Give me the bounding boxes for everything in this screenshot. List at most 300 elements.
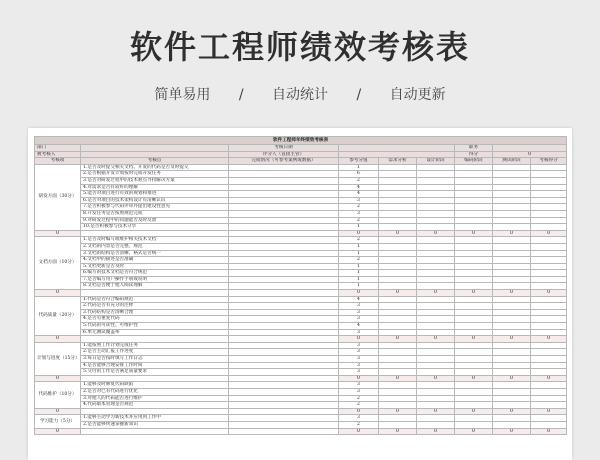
subtotal-cell: 0 bbox=[493, 428, 531, 435]
completion-cell[interactable] bbox=[229, 243, 339, 250]
score-input-cell[interactable] bbox=[455, 243, 493, 250]
score-input-cell[interactable] bbox=[455, 224, 493, 231]
completion-cell[interactable] bbox=[229, 164, 339, 171]
score-input-cell[interactable] bbox=[493, 296, 531, 303]
score-input-cell[interactable] bbox=[493, 197, 531, 204]
reference-score-cell: 3 bbox=[339, 415, 379, 422]
meta-value[interactable] bbox=[493, 145, 567, 152]
score-input-cell[interactable] bbox=[417, 362, 455, 369]
reference-score-cell: 6 bbox=[339, 171, 379, 178]
reference-score-cell: 3 bbox=[339, 362, 379, 369]
evaluation-table bbox=[34, 136, 567, 435]
score-input-cell[interactable] bbox=[531, 395, 567, 402]
criterion-cell: 6.编写的技术文档是否符合规范 bbox=[81, 270, 229, 277]
score-input-cell[interactable] bbox=[493, 177, 531, 184]
score-input-cell[interactable] bbox=[379, 421, 417, 428]
score-input-cell[interactable] bbox=[379, 257, 417, 264]
score-input-cell[interactable] bbox=[379, 388, 417, 395]
subtotal-cell: 0 bbox=[455, 408, 493, 415]
score-input-cell[interactable] bbox=[531, 171, 567, 178]
criterion-cell: 7.是否积极参与代码评审并提出建设性意见 bbox=[81, 204, 229, 211]
reference-score-cell: 3 bbox=[339, 309, 379, 316]
score-input-cell[interactable] bbox=[531, 191, 567, 198]
subtotal-cell bbox=[81, 290, 229, 297]
table-row bbox=[35, 388, 567, 395]
score-input-cell[interactable] bbox=[417, 184, 455, 191]
score-input-cell[interactable] bbox=[455, 164, 493, 171]
table-row bbox=[35, 204, 567, 211]
score-input-cell[interactable] bbox=[417, 197, 455, 204]
score-input-cell[interactable] bbox=[417, 342, 455, 349]
score-input-cell[interactable] bbox=[493, 171, 531, 178]
completion-cell[interactable] bbox=[229, 415, 339, 422]
score-input-cell[interactable] bbox=[455, 184, 493, 191]
score-input-cell[interactable] bbox=[531, 421, 567, 428]
score-input-cell[interactable] bbox=[493, 191, 531, 198]
table-row bbox=[35, 402, 567, 409]
score-input-cell[interactable] bbox=[455, 237, 493, 244]
score-input-cell[interactable] bbox=[417, 237, 455, 244]
table-row bbox=[35, 369, 567, 376]
score-input-cell[interactable] bbox=[531, 388, 567, 395]
score-input-cell[interactable] bbox=[417, 415, 455, 422]
reference-score-cell: 2 bbox=[339, 217, 379, 224]
score-input-cell[interactable] bbox=[417, 356, 455, 363]
score-input-cell[interactable] bbox=[417, 250, 455, 257]
score-input-cell[interactable] bbox=[379, 204, 417, 211]
table-row bbox=[35, 316, 567, 323]
meta-value[interactable] bbox=[339, 151, 455, 158]
score-input-cell[interactable] bbox=[417, 164, 455, 171]
score-input-cell[interactable] bbox=[493, 395, 531, 402]
score-input-cell[interactable] bbox=[531, 164, 567, 171]
score-input-cell[interactable] bbox=[531, 257, 567, 264]
completion-cell[interactable] bbox=[229, 402, 339, 409]
reference-score-cell: 4 bbox=[339, 323, 379, 330]
score-input-cell[interactable] bbox=[417, 283, 455, 290]
completion-cell[interactable] bbox=[229, 197, 339, 204]
score-input-cell[interactable] bbox=[379, 237, 417, 244]
subtotal-cell: 0 bbox=[531, 336, 567, 343]
completion-cell[interactable] bbox=[229, 362, 339, 369]
score-input-cell[interactable] bbox=[455, 329, 493, 336]
score-input-cell[interactable] bbox=[417, 243, 455, 250]
score-input-cell[interactable] bbox=[493, 388, 531, 395]
score-input-cell[interactable] bbox=[455, 197, 493, 204]
subtotal-cell: 0 bbox=[493, 375, 531, 382]
reference-score-cell: 1 bbox=[339, 224, 379, 231]
score-input-cell[interactable] bbox=[531, 402, 567, 409]
score-input-cell[interactable] bbox=[493, 415, 531, 422]
completion-cell[interactable] bbox=[229, 270, 339, 277]
score-input-cell[interactable] bbox=[493, 217, 531, 224]
section-label: 代码维护（10分） bbox=[35, 382, 81, 408]
score-input-cell[interactable] bbox=[379, 342, 417, 349]
total-score: 0 bbox=[493, 151, 567, 158]
score-input-cell[interactable] bbox=[493, 369, 531, 376]
reference-score-cell: 2 bbox=[339, 402, 379, 409]
completion-cell[interactable] bbox=[229, 342, 339, 349]
score-input-cell[interactable] bbox=[455, 191, 493, 198]
criterion-cell: 10.是否积极参与技术分享 bbox=[81, 224, 229, 231]
score-input-cell[interactable] bbox=[493, 210, 531, 217]
completion-cell[interactable] bbox=[229, 309, 339, 316]
score-input-cell[interactable] bbox=[531, 342, 567, 349]
score-input-cell[interactable] bbox=[531, 177, 567, 184]
score-input-cell[interactable] bbox=[531, 323, 567, 330]
completion-cell[interactable] bbox=[229, 296, 339, 303]
score-input-cell[interactable] bbox=[379, 316, 417, 323]
completion-cell[interactable] bbox=[229, 323, 339, 330]
meta-value[interactable] bbox=[81, 145, 229, 152]
subtotal-cell: 0 bbox=[417, 336, 455, 343]
score-input-cell[interactable] bbox=[493, 382, 531, 389]
score-input-cell[interactable] bbox=[531, 296, 567, 303]
score-input-cell[interactable] bbox=[417, 276, 455, 283]
score-input-cell[interactable] bbox=[379, 224, 417, 231]
score-input-cell[interactable] bbox=[493, 250, 531, 257]
score-input-cell[interactable] bbox=[379, 309, 417, 316]
score-input-cell[interactable] bbox=[455, 217, 493, 224]
subtotal-cell: 0 bbox=[455, 230, 493, 237]
score-input-cell[interactable] bbox=[531, 210, 567, 217]
reference-score-cell: 3 bbox=[339, 388, 379, 395]
score-input-cell[interactable] bbox=[531, 204, 567, 211]
score-input-cell[interactable] bbox=[379, 349, 417, 356]
score-input-cell[interactable] bbox=[493, 243, 531, 250]
table-row bbox=[35, 177, 567, 184]
score-input-cell[interactable] bbox=[379, 283, 417, 290]
completion-cell[interactable] bbox=[229, 349, 339, 356]
section-label: 学习能力（5分） bbox=[35, 415, 81, 428]
reference-score-cell: 2 bbox=[339, 177, 379, 184]
score-input-cell[interactable] bbox=[379, 171, 417, 178]
score-input-cell[interactable] bbox=[379, 356, 417, 363]
score-input-cell[interactable] bbox=[455, 257, 493, 264]
score-input-cell[interactable] bbox=[455, 323, 493, 330]
table-row bbox=[35, 362, 567, 369]
score-input-cell[interactable] bbox=[531, 316, 567, 323]
subtotal-cell: 0 bbox=[379, 375, 417, 382]
score-input-cell[interactable] bbox=[493, 276, 531, 283]
score-input-cell[interactable] bbox=[531, 217, 567, 224]
subtotal-cell: 0 bbox=[35, 336, 81, 343]
score-input-cell[interactable] bbox=[493, 270, 531, 277]
score-input-cell[interactable] bbox=[493, 342, 531, 349]
score-input-cell[interactable] bbox=[531, 362, 567, 369]
reference-score-cell: 4 bbox=[339, 184, 379, 191]
score-input-cell[interactable] bbox=[455, 263, 493, 270]
score-input-cell[interactable] bbox=[455, 283, 493, 290]
score-input-cell[interactable] bbox=[379, 250, 417, 257]
reference-score-cell: 4 bbox=[339, 296, 379, 303]
score-input-cell[interactable] bbox=[417, 329, 455, 336]
score-input-cell[interactable] bbox=[417, 303, 455, 310]
score-input-cell[interactable] bbox=[417, 388, 455, 395]
criterion-cell: 6.单元测试覆盖率 bbox=[81, 329, 229, 336]
score-input-cell[interactable] bbox=[493, 421, 531, 428]
score-input-cell[interactable] bbox=[531, 382, 567, 389]
score-input-cell[interactable] bbox=[417, 263, 455, 270]
section-label: 文档方面（10分） bbox=[35, 237, 81, 290]
completion-cell[interactable] bbox=[229, 224, 339, 231]
score-input-cell[interactable] bbox=[531, 250, 567, 257]
subtotal-cell bbox=[81, 375, 229, 382]
score-input-cell[interactable] bbox=[531, 224, 567, 231]
score-input-cell[interactable] bbox=[493, 224, 531, 231]
subtotal-cell: 0 bbox=[417, 408, 455, 415]
subtotal-cell: 0 bbox=[455, 428, 493, 435]
score-input-cell[interactable] bbox=[379, 184, 417, 191]
table-row bbox=[35, 263, 567, 270]
criterion-cell: 1.代码是否符合编码规范 bbox=[81, 296, 229, 303]
score-input-cell[interactable] bbox=[417, 224, 455, 231]
score-input-cell[interactable] bbox=[379, 191, 417, 198]
score-input-cell[interactable] bbox=[531, 263, 567, 270]
meta-value[interactable] bbox=[339, 145, 455, 152]
criterion-cell: 8.开发任务是否按照规范完成 bbox=[81, 210, 229, 217]
score-input-cell[interactable] bbox=[417, 402, 455, 409]
score-input-cell[interactable] bbox=[417, 349, 455, 356]
reference-score-cell: 1 bbox=[339, 276, 379, 283]
score-input-cell[interactable] bbox=[455, 296, 493, 303]
table-row bbox=[35, 395, 567, 402]
score-input-cell[interactable] bbox=[379, 243, 417, 250]
criterion-cell: 9.对研发过程中的问题能否及时反馈 bbox=[81, 217, 229, 224]
score-input-cell[interactable] bbox=[531, 303, 567, 310]
score-input-cell[interactable] bbox=[417, 204, 455, 211]
score-input-cell[interactable] bbox=[379, 197, 417, 204]
score-input-cell[interactable] bbox=[379, 177, 417, 184]
score-input-cell[interactable] bbox=[417, 210, 455, 217]
col-header: 考核得分 bbox=[531, 158, 567, 165]
table-row bbox=[35, 217, 567, 224]
score-input-cell[interactable] bbox=[531, 243, 567, 250]
score-input-cell[interactable] bbox=[493, 356, 531, 363]
subtotal-cell bbox=[229, 230, 339, 237]
completion-cell[interactable] bbox=[229, 421, 339, 428]
completion-cell[interactable] bbox=[229, 303, 339, 310]
completion-cell[interactable] bbox=[229, 382, 339, 389]
score-input-cell[interactable] bbox=[455, 204, 493, 211]
subtotal-cell: 0 bbox=[493, 336, 531, 343]
score-input-cell[interactable] bbox=[379, 303, 417, 310]
completion-cell[interactable] bbox=[229, 395, 339, 402]
score-input-cell[interactable] bbox=[417, 395, 455, 402]
score-input-cell[interactable] bbox=[379, 217, 417, 224]
tag-2: 自动统计 bbox=[272, 87, 328, 103]
score-input-cell[interactable] bbox=[379, 329, 417, 336]
reference-score-cell: 1 bbox=[339, 164, 379, 171]
score-input-cell[interactable] bbox=[493, 402, 531, 409]
completion-cell[interactable] bbox=[229, 316, 339, 323]
spreadsheet-preview bbox=[28, 128, 572, 460]
score-input-cell[interactable] bbox=[455, 171, 493, 178]
score-input-cell[interactable] bbox=[531, 184, 567, 191]
score-input-cell[interactable] bbox=[455, 270, 493, 277]
completion-cell[interactable] bbox=[229, 204, 339, 211]
subtotal-cell: 0 bbox=[379, 290, 417, 297]
score-input-cell[interactable] bbox=[379, 362, 417, 369]
score-input-cell[interactable] bbox=[379, 369, 417, 376]
table-title-row bbox=[35, 137, 567, 145]
subtotal-row bbox=[35, 428, 567, 435]
section-label: 计划与进度（15分） bbox=[35, 342, 81, 375]
reference-score-cell: 3 bbox=[339, 356, 379, 363]
score-input-cell[interactable] bbox=[531, 329, 567, 336]
col-header: 测试阶段 bbox=[493, 158, 531, 165]
table-row bbox=[35, 276, 567, 283]
table-row bbox=[35, 356, 567, 363]
reference-score-cell: 3 bbox=[339, 316, 379, 323]
criterion-cell: 3.代码结构是否清晰合理 bbox=[81, 309, 229, 316]
score-input-cell[interactable] bbox=[493, 303, 531, 310]
score-input-cell[interactable] bbox=[531, 309, 567, 316]
score-input-cell[interactable] bbox=[455, 388, 493, 395]
score-input-cell[interactable] bbox=[455, 342, 493, 349]
tag-separator: / bbox=[356, 87, 362, 103]
score-input-cell[interactable] bbox=[379, 296, 417, 303]
score-input-cell[interactable] bbox=[417, 369, 455, 376]
section-label: 研发方面（30分） bbox=[35, 164, 81, 230]
score-input-cell[interactable] bbox=[417, 323, 455, 330]
completion-cell[interactable] bbox=[229, 388, 339, 395]
score-input-cell[interactable] bbox=[493, 257, 531, 264]
completion-cell[interactable] bbox=[229, 329, 339, 336]
score-input-cell[interactable] bbox=[455, 402, 493, 409]
section-label: 代码质量（20分） bbox=[35, 296, 81, 336]
score-input-cell[interactable] bbox=[379, 415, 417, 422]
banner-title: 软件工程师绩效考核表 bbox=[129, 28, 470, 66]
subtotal-row bbox=[35, 375, 567, 382]
score-input-cell[interactable] bbox=[417, 309, 455, 316]
score-input-cell[interactable] bbox=[493, 204, 531, 211]
completion-cell[interactable] bbox=[229, 356, 339, 363]
score-input-cell[interactable] bbox=[531, 356, 567, 363]
score-input-cell[interactable] bbox=[379, 402, 417, 409]
table-title: 软件工程师年终绩效考核表 bbox=[35, 137, 567, 145]
table-row bbox=[35, 349, 567, 356]
score-input-cell[interactable] bbox=[493, 184, 531, 191]
score-input-cell[interactable] bbox=[417, 257, 455, 264]
score-input-cell[interactable] bbox=[493, 316, 531, 323]
score-input-cell[interactable] bbox=[455, 210, 493, 217]
completion-cell[interactable] bbox=[229, 263, 339, 270]
score-input-cell[interactable] bbox=[531, 369, 567, 376]
score-input-cell[interactable] bbox=[455, 309, 493, 316]
score-input-cell[interactable] bbox=[531, 270, 567, 277]
score-input-cell[interactable] bbox=[379, 276, 417, 283]
score-input-cell[interactable] bbox=[417, 421, 455, 428]
score-input-cell[interactable] bbox=[379, 395, 417, 402]
score-input-cell[interactable] bbox=[417, 177, 455, 184]
score-input-cell[interactable] bbox=[455, 369, 493, 376]
completion-cell[interactable] bbox=[229, 250, 339, 257]
score-input-cell[interactable] bbox=[417, 270, 455, 277]
score-input-cell[interactable] bbox=[379, 164, 417, 171]
completion-cell[interactable] bbox=[229, 237, 339, 244]
table-row bbox=[35, 270, 567, 277]
score-input-cell[interactable] bbox=[493, 349, 531, 356]
completion-cell[interactable] bbox=[229, 276, 339, 283]
score-input-cell[interactable] bbox=[455, 382, 493, 389]
col-header: 考核项 bbox=[35, 158, 81, 165]
completion-cell[interactable] bbox=[229, 184, 339, 191]
score-input-cell[interactable] bbox=[417, 316, 455, 323]
score-input-cell[interactable] bbox=[493, 263, 531, 270]
score-input-cell[interactable] bbox=[455, 356, 493, 363]
score-input-cell[interactable] bbox=[379, 270, 417, 277]
score-input-cell[interactable] bbox=[417, 191, 455, 198]
score-input-cell[interactable] bbox=[379, 263, 417, 270]
criterion-cell: 1.是否及时提交相关文档、开发的代码是否及时提交 bbox=[81, 164, 229, 171]
completion-cell[interactable] bbox=[229, 177, 339, 184]
score-input-cell[interactable] bbox=[455, 421, 493, 428]
table-row bbox=[35, 329, 567, 336]
completion-cell[interactable] bbox=[229, 217, 339, 224]
score-input-cell[interactable] bbox=[417, 171, 455, 178]
score-input-cell[interactable] bbox=[493, 323, 531, 330]
score-input-cell[interactable] bbox=[493, 309, 531, 316]
completion-cell[interactable] bbox=[229, 283, 339, 290]
subtotal-cell bbox=[229, 336, 339, 343]
score-input-cell[interactable] bbox=[455, 316, 493, 323]
score-input-cell[interactable] bbox=[417, 382, 455, 389]
score-input-cell[interactable] bbox=[379, 382, 417, 389]
reference-score-cell: 4 bbox=[339, 191, 379, 198]
score-input-cell[interactable] bbox=[455, 362, 493, 369]
score-input-cell[interactable] bbox=[493, 283, 531, 290]
criterion-cell: 1.是否及时编写或维护相关技术文档 bbox=[81, 237, 229, 244]
score-input-cell[interactable] bbox=[531, 237, 567, 244]
completion-cell[interactable] bbox=[229, 210, 339, 217]
score-input-cell[interactable] bbox=[379, 323, 417, 330]
score-input-cell[interactable] bbox=[493, 237, 531, 244]
score-input-cell[interactable] bbox=[455, 415, 493, 422]
score-input-cell[interactable] bbox=[531, 349, 567, 356]
score-input-cell[interactable] bbox=[531, 283, 567, 290]
score-input-cell[interactable] bbox=[493, 362, 531, 369]
score-input-cell[interactable] bbox=[493, 164, 531, 171]
score-input-cell[interactable] bbox=[455, 349, 493, 356]
subtotal-cell: 0 bbox=[417, 375, 455, 382]
banner bbox=[0, 0, 600, 126]
score-input-cell[interactable] bbox=[493, 329, 531, 336]
completion-cell[interactable] bbox=[229, 257, 339, 264]
subtotal-cell bbox=[229, 408, 339, 415]
meta-value[interactable] bbox=[81, 151, 229, 158]
subtotal-cell: 0 bbox=[339, 408, 379, 415]
table-row bbox=[35, 164, 567, 171]
score-input-cell[interactable] bbox=[531, 415, 567, 422]
score-input-cell[interactable] bbox=[455, 250, 493, 257]
criterion-cell: 4.代码版本管理是否规范 bbox=[81, 402, 229, 409]
completion-cell[interactable] bbox=[229, 191, 339, 198]
subtotal-cell bbox=[81, 428, 229, 435]
score-input-cell[interactable] bbox=[417, 217, 455, 224]
score-input-cell[interactable] bbox=[379, 210, 417, 217]
completion-cell[interactable] bbox=[229, 369, 339, 376]
score-input-cell[interactable] bbox=[531, 276, 567, 283]
score-input-cell[interactable] bbox=[455, 303, 493, 310]
score-input-cell[interactable] bbox=[455, 395, 493, 402]
score-input-cell[interactable] bbox=[531, 197, 567, 204]
completion-cell[interactable] bbox=[229, 171, 339, 178]
score-input-cell[interactable] bbox=[455, 177, 493, 184]
score-input-cell[interactable] bbox=[455, 276, 493, 283]
table-row bbox=[35, 296, 567, 303]
score-input-cell[interactable] bbox=[417, 296, 455, 303]
